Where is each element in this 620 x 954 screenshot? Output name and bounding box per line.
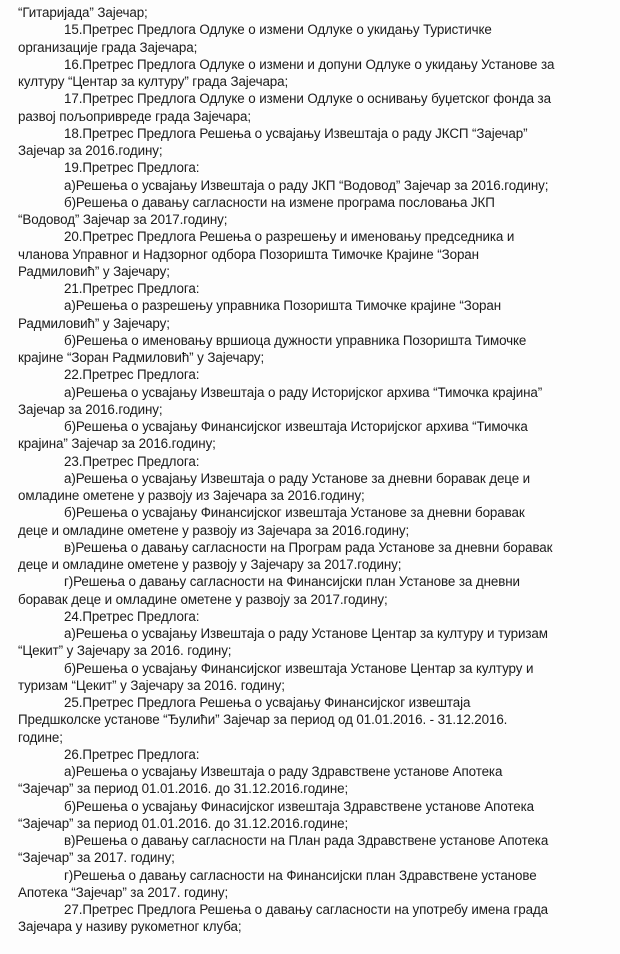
agenda-line: боравак деце и омладине ометене у развоју за 2017.годину; [18,591,388,607]
agenda-line: 23.Претрес Предлога: [64,453,200,469]
agenda-line: “Цекит” у Зајечару за 2016. годину; [18,643,232,659]
agenda-line: а)Решења о усвајању Извештаја о раду Установе за дневни боравак деце и [64,470,531,486]
agenda-line: развој пољопривреде града Зајечара; [18,108,251,124]
agenda-line: “Зајечар” за период 01.01.2016. до 31.12.2016.године; [18,815,349,831]
agenda-line: чланова Управног и Надзорног одбора Позоришта Тимочке Крајине “Зоран [18,246,479,262]
agenda-line: 15.Претрес Предлога Одлуке о измени Одлуке о укидању Туристичке [64,22,492,38]
agenda-line: 16.Претрес Предлога Одлуке о измени и допуни Одлуке о укидању Установе за [64,56,555,72]
agenda-line: г)Решења о давању сагласности на Финансијски план Установе за дневни [64,574,520,590]
agenda-line: 24.Претрес Предлога: [64,608,200,624]
agenda-line: б)Решења о давању сагласности на измене програма пословања ЈКП [64,194,495,210]
agenda-line: 27.Претрес Предлога Решења о давању сагласности на употребу имена града [64,902,549,917]
agenda-line: туризам “Цекит” у Зајечару за 2016. годину; [18,677,285,693]
agenda-line: в)Решења о давању сагласности на Програм рада Установе за дневни боравак [64,539,553,555]
agenda-line: 21.Претрес Предлога: [64,281,200,296]
agenda-line: деце и омладине ометене у развоју у Зајечару за 2017.годину; [18,557,402,572]
agenda-line: “Гитаријада” Зајечар; [18,5,148,20]
agenda-line: крајине “Зоран Радмиловић” у Зајечару; [18,350,265,365]
agenda-line: а)Решења о усвајању Извештаја о раду Здравствене установе Апотека [64,764,503,779]
agenda-line: а)Решења о разрешењу управника Позоришта Тимочке крајине “Зоран [64,298,502,314]
agenda-line: Радмиловић” у Зајечару; [18,263,170,279]
agenda-line: омладине ометене у развоју из Зајечара за 2016.годину; [18,488,365,503]
agenda-line: б)Решења о усвајању Финансијског извештаја Установе за дневни боравак [64,505,525,521]
agenda-line: “Водовод” Зајечар за 2017.годину; [18,212,228,227]
agenda-line: године; [18,729,63,745]
agenda-line: 22.Претрес Предлога: [64,367,200,383]
agenda-line: б)Решења о усвајању Финансијског извештаја Установе Центар за културу и [64,660,534,676]
agenda-line: 20.Претрес Предлога Решења о разрешењу и именовању председника и [64,229,515,245]
agenda-line: а)Решења о усвајању Извештаја о раду Установе Центар за културу и туризам [64,626,548,641]
agenda-line: Зајечар за 2016.годину; [18,143,163,158]
agenda-line: а)Решења о усвајању Извештаја о раду ЈКП “Водовод” Зајечар за 2016.годину; [64,177,549,193]
agenda-line: “Зајечар” за период 01.01.2016. до 31.12.2016.године; [18,781,349,797]
agenda-line: б)Решења о усвајању Финасијског извештаја Здравствене установе Апотека [64,798,535,814]
agenda-line: в)Решења о давању сагласности на План рада Здравствене установе Апотека [64,833,549,848]
agenda-line: организације града Зајечара; [18,39,198,55]
agenda-line: г)Решења о давању сагласности на Финансијски план Здравствене установе [64,867,537,883]
agenda-text [18,4,608,936]
agenda-line: Предшколске установе “Ђулићи” Зајечар за период од 01.01.2016. - 31.12.2016. [18,712,508,728]
agenda-line: 25.Претрес Предлога Решења о усвајању Финансијског извештаја [64,695,471,710]
agenda-line: Апотека “Зајечар” за 2017. годину; [18,884,229,900]
agenda-line: 18.Претрес Предлога Решења о усвајању Извештаја о раду ЈКСП “Зајечар” [64,125,528,141]
agenda-line: 19.Претрес Предлога: [64,160,200,176]
agenda-line: б)Решења о именовању вршиоца дужности управника Позоришта Тимочке [64,332,527,348]
agenda-line: “Зајечар” за 2017. годину; [18,850,175,866]
agenda-line: Радмиловић” у Зајечару; [18,315,170,331]
agenda-line: Зајечар за 2016.годину; [18,401,163,417]
agenda-line: културу “Центар за културу” града Зајечара; [18,74,289,89]
agenda-line: деце и омладине ометене у развоју из Зајечара за 2016.годину; [18,522,410,538]
agenda-line: 26.Претрес Предлога: [64,746,200,762]
agenda-line: б)Решења о усвајању Финансијског извештаја Историјског архива “Тимочка [64,419,528,434]
agenda-line: а)Решења о усвајању Извештаја о раду Историјског архива “Тимочка крајина” [64,384,543,400]
agenda-line: 17.Претрес Предлога Одлуке о измени Одлуке о оснивању буџетског фонда за [64,91,551,107]
agenda-line: крајина” Зајечар за 2016.годину; [18,436,216,452]
agenda-line: Зајечара у називу рукометног клуба; [18,919,242,935]
